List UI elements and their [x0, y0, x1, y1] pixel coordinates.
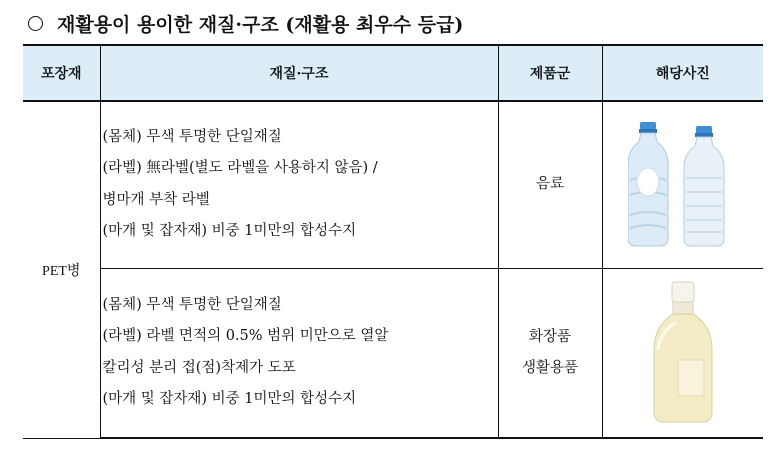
photo-cell	[602, 268, 763, 438]
material-line: (라벨) 라벨 면적의 0.5% 범위 미만으로 열알	[102, 328, 389, 345]
water-bottles-icon	[628, 120, 738, 250]
product-group-cell	[498, 101, 602, 268]
header-material: 재질·구조	[100, 45, 498, 101]
header-product-group: 제품군	[498, 45, 602, 101]
header-row	[23, 45, 763, 101]
material-cell	[100, 268, 498, 438]
header-package: 포장재	[23, 45, 100, 101]
material-line: (몸체) 무색 투명한 단일재질	[102, 128, 282, 145]
page-title	[28, 10, 463, 37]
product-group-label: 생활용품	[521, 359, 579, 376]
cosmetic-bottle-icon	[648, 280, 718, 425]
material-line: (몸체) 무색 투명한 단일재질	[102, 296, 282, 313]
material-line: (마개 및 잡자재) 비중 1미만의 합성수지	[102, 223, 357, 240]
material-line: 칼리성 분리 접(점)착제가 도포	[102, 359, 296, 376]
product-group-label: 화장품	[528, 328, 572, 345]
circle-bullet-icon	[28, 16, 43, 31]
package-type-cell: PET병	[23, 101, 100, 438]
material-line: (마개 및 잡자재) 비중 1미만의 합성수지	[102, 391, 357, 408]
product-group-label: 음료	[535, 176, 564, 193]
material-line: (라벨) 無라벨(별도 라벨을 사용하지 않음) /	[102, 160, 378, 177]
table-row	[23, 101, 763, 268]
table-row	[23, 268, 763, 438]
header-photo: 해당사진	[602, 45, 763, 101]
photo-cell	[602, 101, 763, 268]
material-line: 병마개 부착 라벨	[102, 191, 210, 208]
product-group-cell	[498, 268, 602, 438]
material-cell	[100, 101, 498, 268]
recyclability-table	[23, 44, 763, 439]
title-text: 재활용이 용이한 재질·구조 (재활용 최우수 등급)	[57, 14, 464, 36]
